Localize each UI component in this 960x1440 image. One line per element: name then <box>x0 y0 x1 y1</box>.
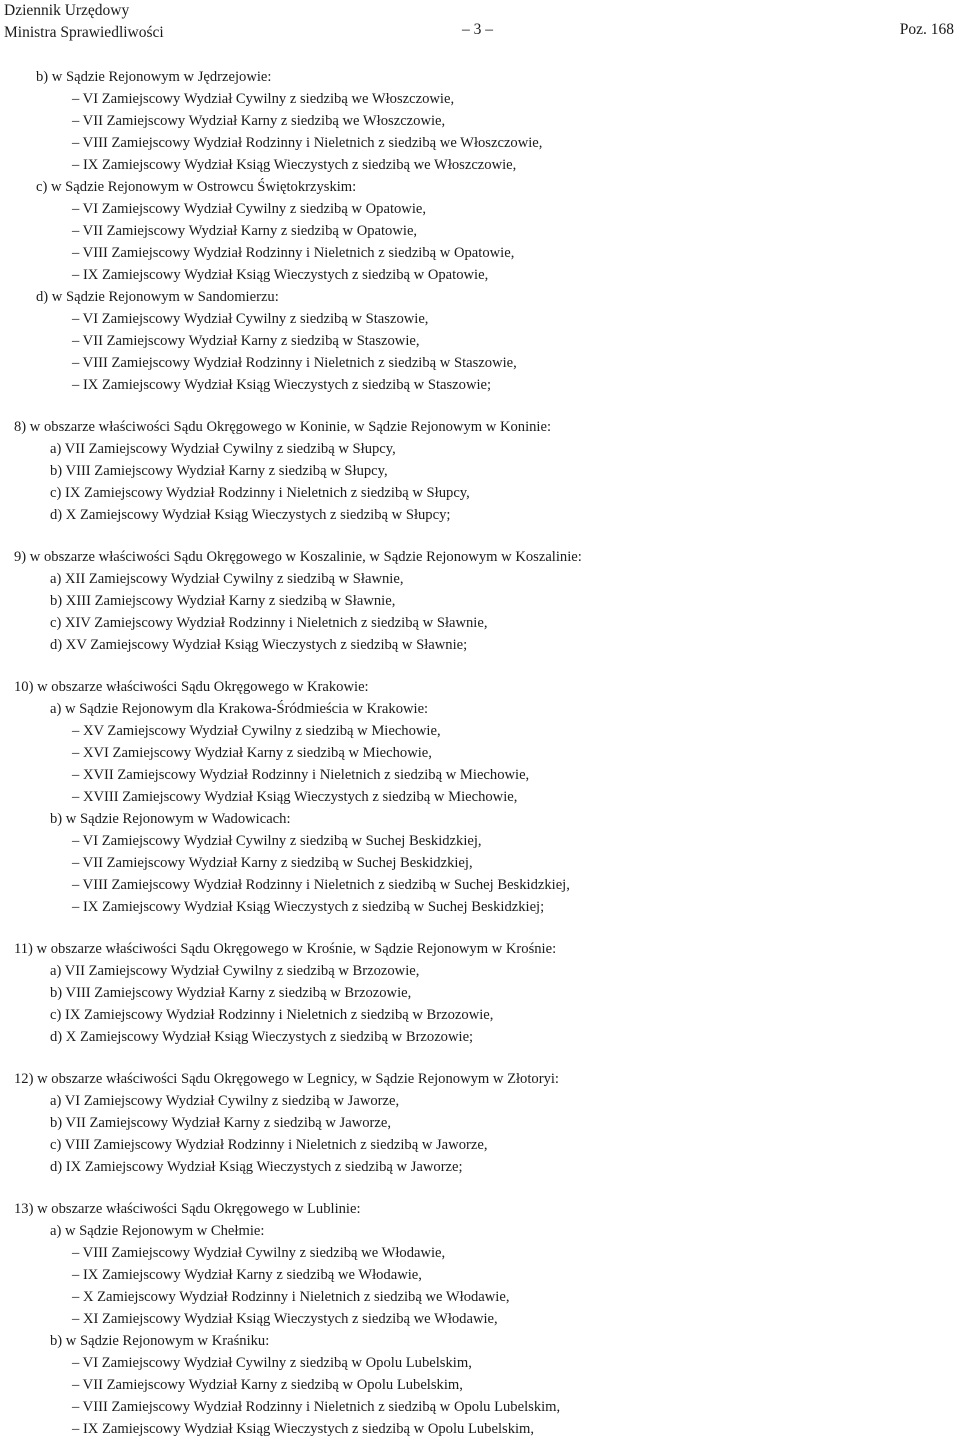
section-heading: 13) w obszarze właściwości Sądu Okręgowego w Lublinie: <box>14 1201 361 1217</box>
ministry-name: Ministra Sprawiedliwości <box>4 23 164 41</box>
sub-list-item: – IX Zamiejscowy Wydział Karny z siedzibą we Włodawie, <box>72 1267 422 1283</box>
sub-list-item: – VI Zamiejscowy Wydział Cywilny z siedzibą w Suchej Beskidzkiej, <box>72 833 482 849</box>
list-item: c) IX Zamiejscowy Wydział Rodzinny i Nieletnich z siedzibą w Brzozowie, <box>50 1007 494 1023</box>
section-heading: 8) w obszarze właściwości Sądu Okręgowego w Koninie, w Sądzie Rejonowym w Koninie: <box>14 419 552 435</box>
list-item: a) XII Zamiejscowy Wydział Cywilny z siedzibą w Sławnie, <box>50 571 404 587</box>
header-left <box>4 0 164 43</box>
sub-list-item: – IX Zamiejscowy Wydział Ksiąg Wieczystych z siedzibą w Opolu Lubelskim, <box>72 1421 535 1437</box>
sub-list-item: – XVIII Zamiejscowy Wydział Ksiąg Wieczystych z siedzibą w Miechowie, <box>72 789 518 805</box>
list-item: a) VII Zamiejscowy Wydział Cywilny z siedzibą w Słupcy, <box>50 441 396 457</box>
list-item: a) w Sądzie Rejonowym dla Krakowa-Śródmieścia w Krakowie: <box>50 701 429 717</box>
list-item: c) XIV Zamiejscowy Wydział Rodzinny i Nieletnich z siedzibą w Sławnie, <box>50 615 488 631</box>
list-item: b) VIII Zamiejscowy Wydział Karny z siedzibą w Słupcy, <box>50 463 388 479</box>
sub-list-item: – XI Zamiejscowy Wydział Ksiąg Wieczystych z siedzibą we Włodawie, <box>72 1311 498 1327</box>
list-item: b) VIII Zamiejscowy Wydział Karny z siedzibą w Brzozowie, <box>50 985 412 1001</box>
sub-list-item: – VII Zamiejscowy Wydział Karny z siedzibą we Włoszczowie, <box>72 113 446 129</box>
sub-list-item: – VI Zamiejscowy Wydział Cywilny z siedzibą we Włoszczowie, <box>72 91 455 107</box>
sub-list-item: – VIII Zamiejscowy Wydział Rodzinny i Nieletnich z siedzibą w Opolu Lubelskim, <box>72 1399 561 1415</box>
list-item: c) w Sądzie Rejonowym w Ostrowcu Świętokrzyskim: <box>36 179 357 195</box>
list-item: d) IX Zamiejscowy Wydział Ksiąg Wieczystych z siedzibą w Jaworze; <box>50 1159 463 1175</box>
list-item: b) w Sądzie Rejonowym w Jędrzejowie: <box>36 69 272 85</box>
sub-list-item: – XV Zamiejscowy Wydział Cywilny z siedzibą w Miechowie, <box>72 723 441 739</box>
page-header <box>0 0 960 44</box>
section-heading: 11) w obszarze właściwości Sądu Okręgowego w Krośnie, w Sądzie Rejonowym w Krośnie: <box>14 941 557 957</box>
list-item: a) VI Zamiejscowy Wydział Cywilny z siedzibą w Jaworze, <box>50 1093 400 1109</box>
list-item: b) w Sądzie Rejonowym w Kraśniku: <box>50 1333 270 1349</box>
sub-list-item: – IX Zamiejscowy Wydział Ksiąg Wieczystych z siedzibą w Staszowie; <box>72 377 492 393</box>
section-heading: 10) w obszarze właściwości Sądu Okręgowego w Krakowie: <box>14 679 369 695</box>
sub-list-item: – XVII Zamiejscowy Wydział Rodzinny i Nieletnich z siedzibą w Miechowie, <box>72 767 530 783</box>
sub-list-item: – VI Zamiejscowy Wydział Cywilny z siedzibą w Staszowie, <box>72 311 429 327</box>
section-heading: 9) w obszarze właściwości Sądu Okręgowego w Koszalinie, w Sądzie Rejonowym w Koszalinie: <box>14 549 582 565</box>
list-item: b) VII Zamiejscowy Wydział Karny z siedzibą w Jaworze, <box>50 1115 392 1131</box>
section-heading: 12) w obszarze właściwości Sądu Okręgowego w Legnicy, w Sądzie Rejonowym w Złotoryi: <box>14 1071 559 1087</box>
list-item: d) XV Zamiejscowy Wydział Ksiąg Wieczystych z siedzibą w Sławnie; <box>50 637 468 653</box>
sub-list-item: – VI Zamiejscowy Wydział Cywilny z siedzibą w Opatowie, <box>72 201 427 217</box>
list-item: b) XIII Zamiejscowy Wydział Karny z siedzibą w Sławnie, <box>50 593 396 609</box>
sub-list-item: – VII Zamiejscowy Wydział Karny z siedzibą w Opatowie, <box>72 223 418 239</box>
list-item: b) w Sądzie Rejonowym w Wadowicach: <box>50 811 291 827</box>
page-number: – 3 – <box>462 21 493 38</box>
sub-list-item: – VII Zamiejscowy Wydział Karny z siedzibą w Opolu Lubelskim, <box>72 1377 463 1393</box>
list-item: c) IX Zamiejscowy Wydział Rodzinny i Nieletnich z siedzibą w Słupcy, <box>50 485 470 501</box>
sub-list-item: – VIII Zamiejscowy Wydział Cywilny z siedzibą we Włodawie, <box>72 1245 446 1261</box>
sub-list-item: – IX Zamiejscowy Wydział Ksiąg Wieczystych z siedzibą w Opatowie, <box>72 267 489 283</box>
sub-list-item: – X Zamiejscowy Wydział Rodzinny i Nieletnich z siedzibą we Włodawie, <box>72 1289 510 1305</box>
list-item: d) w Sądzie Rejonowym w Sandomierzu: <box>36 289 279 305</box>
sub-list-item: – VIII Zamiejscowy Wydział Rodzinny i Nieletnich z siedzibą w Opatowie, <box>72 245 515 261</box>
position-number: Poz. 168 <box>899 21 954 38</box>
sub-list-item: – IX Zamiejscowy Wydział Ksiąg Wieczystych z siedzibą w Suchej Beskidzkiej; <box>72 899 545 915</box>
list-item: c) VIII Zamiejscowy Wydział Rodzinny i Nieletnich z siedzibą w Jaworze, <box>50 1137 488 1153</box>
sub-list-item: – VII Zamiejscowy Wydział Karny z siedzibą w Staszowie, <box>72 333 420 349</box>
sub-list-item: – VI Zamiejscowy Wydział Cywilny z siedzibą w Opolu Lubelskim, <box>72 1355 472 1371</box>
list-item: d) X Zamiejscowy Wydział Ksiąg Wieczystych z siedzibą w Słupcy; <box>50 507 451 523</box>
sub-list-item: – VII Zamiejscowy Wydział Karny z siedzibą w Suchej Beskidzkiej, <box>72 855 473 871</box>
sub-list-item: – VIII Zamiejscowy Wydział Rodzinny i Nieletnich z siedzibą we Włoszczowie, <box>72 135 543 151</box>
sub-list-item: – VIII Zamiejscowy Wydział Rodzinny i Nieletnich z siedzibą w Suchej Beskidzkiej, <box>72 877 570 893</box>
sub-list-item: – VIII Zamiejscowy Wydział Rodzinny i Nieletnich z siedzibą w Staszowie, <box>72 355 517 371</box>
journal-name: Dziennik Urzędowy <box>4 2 130 19</box>
list-item: a) VII Zamiejscowy Wydział Cywilny z siedzibą w Brzozowie, <box>50 963 420 979</box>
list-item: d) X Zamiejscowy Wydział Ksiąg Wieczystych z siedzibą w Brzozowie; <box>50 1029 474 1045</box>
sub-list-item: – XVI Zamiejscowy Wydział Karny z siedzibą w Miechowie, <box>72 745 432 761</box>
sub-list-item: – IX Zamiejscowy Wydział Ksiąg Wieczystych z siedzibą we Włoszczowie, <box>72 157 517 173</box>
list-item: a) w Sądzie Rejonowym w Chełmie: <box>50 1223 265 1239</box>
